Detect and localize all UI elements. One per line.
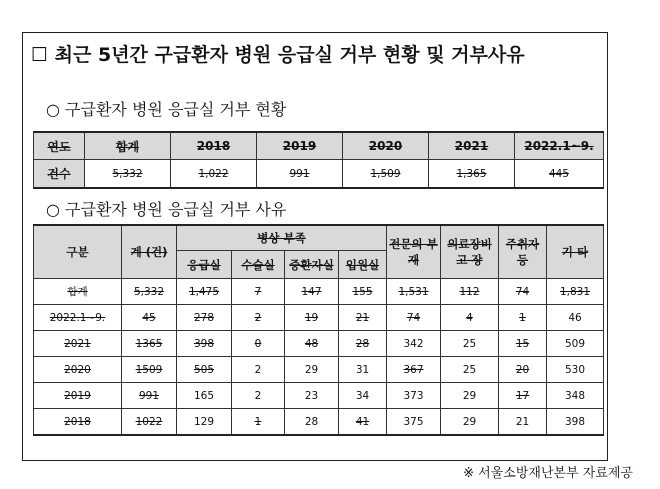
table-cell: 25 [441,331,499,357]
table-cell: 2 [232,383,285,409]
table-cell: 4 [441,305,499,331]
row-label: 2018 [34,409,122,436]
section-heading-status: ○ 구급환자 병원 응급실 거부 현황 [46,100,287,119]
table-cell: 1 [499,305,547,331]
table-row [34,331,604,357]
header-or: 수술실 [232,251,285,279]
table-row [34,357,604,383]
table-cell: 147 [285,279,339,305]
table-cell: 23 [285,383,339,409]
table-cell: 530 [547,357,604,383]
table-cell: 5,332 [122,279,177,305]
table-cell: 1509 [122,357,177,383]
table-cell: 373 [387,383,441,409]
table-cell: 1,365 [429,160,515,189]
table-cell: 41 [339,409,387,436]
table-cell: 1,022 [171,160,257,189]
table-row [34,305,604,331]
section-heading-reasons: ○ 구급환자 병원 응급실 거부 사유 [46,200,287,219]
column-header: 2018 [171,132,257,160]
row-label: 2022.1~9. [34,305,122,331]
table-header-row [34,225,604,251]
table-cell: 1,475 [177,279,232,305]
refusal-reasons-table [33,224,604,436]
table-cell: 17 [499,383,547,409]
header-category: 구분 [34,225,122,279]
table-row [34,383,604,409]
table-cell: 278 [177,305,232,331]
table-cell: 45 [122,305,177,331]
table-cell: 505 [177,357,232,383]
page-title: ☐ 최근 5년간 구급환자 병원 응급실 거부 현황 및 거부사유 [31,44,525,66]
table-cell: 15 [499,331,547,357]
table-cell: 165 [177,383,232,409]
table-cell: 21 [339,305,387,331]
row-header-count: 건수 [34,160,85,189]
table-cell: 2 [232,357,285,383]
header-bed-shortage: 병상 부족 [177,225,387,251]
row-header-year: 연도 [34,132,85,160]
row-label: 합계 [34,279,122,305]
header-total: 계 (건) [122,225,177,279]
table-cell: 74 [499,279,547,305]
column-header: 2020 [343,132,429,160]
header-icu: 중환자실 [285,251,339,279]
header-er: 응급실 [177,251,232,279]
header-other: 기 타 [547,225,604,279]
table-row [34,160,604,189]
table-row [34,409,604,436]
column-header: 2022.1~9. [515,132,604,160]
table-cell: 19 [285,305,339,331]
table-cell: 2 [232,305,285,331]
table-cell: 1,531 [387,279,441,305]
refusal-status-table [33,131,604,189]
table-cell: 25 [441,357,499,383]
column-header: 합계 [85,132,171,160]
table-cell: 31 [339,357,387,383]
header-specialist-absent: 전문의 부 재 [387,225,441,279]
row-label: 2020 [34,357,122,383]
header-ward: 입원실 [339,251,387,279]
table-cell: 509 [547,331,604,357]
table-row [34,279,604,305]
table-cell: 155 [339,279,387,305]
table-cell: 28 [339,331,387,357]
column-header: 2019 [257,132,343,160]
table-cell: 112 [441,279,499,305]
table-cell: 1,831 [547,279,604,305]
table-cell: 7 [232,279,285,305]
table-cell: 29 [441,409,499,436]
header-equipment-failure: 의료장비 고 장 [441,225,499,279]
table-cell: 21 [499,409,547,436]
table-cell: 348 [547,383,604,409]
table-cell: 46 [547,305,604,331]
table-cell: 1,509 [343,160,429,189]
table-cell: 991 [257,160,343,189]
table-cell: 5,332 [85,160,171,189]
table-cell: 29 [441,383,499,409]
table-cell: 1022 [122,409,177,436]
row-label: 2019 [34,383,122,409]
table-cell: 48 [285,331,339,357]
table-cell: 74 [387,305,441,331]
source-note: ※ 서울소방재난본부 자료제공 [463,466,633,481]
table-row [34,132,604,160]
table-cell: 129 [177,409,232,436]
table-cell: 29 [285,357,339,383]
table-cell: 1 [232,409,285,436]
table-cell: 0 [232,331,285,357]
table-cell: 991 [122,383,177,409]
table-cell: 342 [387,331,441,357]
table-cell: 398 [177,331,232,357]
header-drunk: 주취자 등 [499,225,547,279]
table-cell: 1365 [122,331,177,357]
column-header: 2021 [429,132,515,160]
table-cell: 34 [339,383,387,409]
row-label: 2021 [34,331,122,357]
table-cell: 20 [499,357,547,383]
table-cell: 367 [387,357,441,383]
table-cell: 375 [387,409,441,436]
table-cell: 398 [547,409,604,436]
table-cell: 28 [285,409,339,436]
table-cell: 445 [515,160,604,189]
